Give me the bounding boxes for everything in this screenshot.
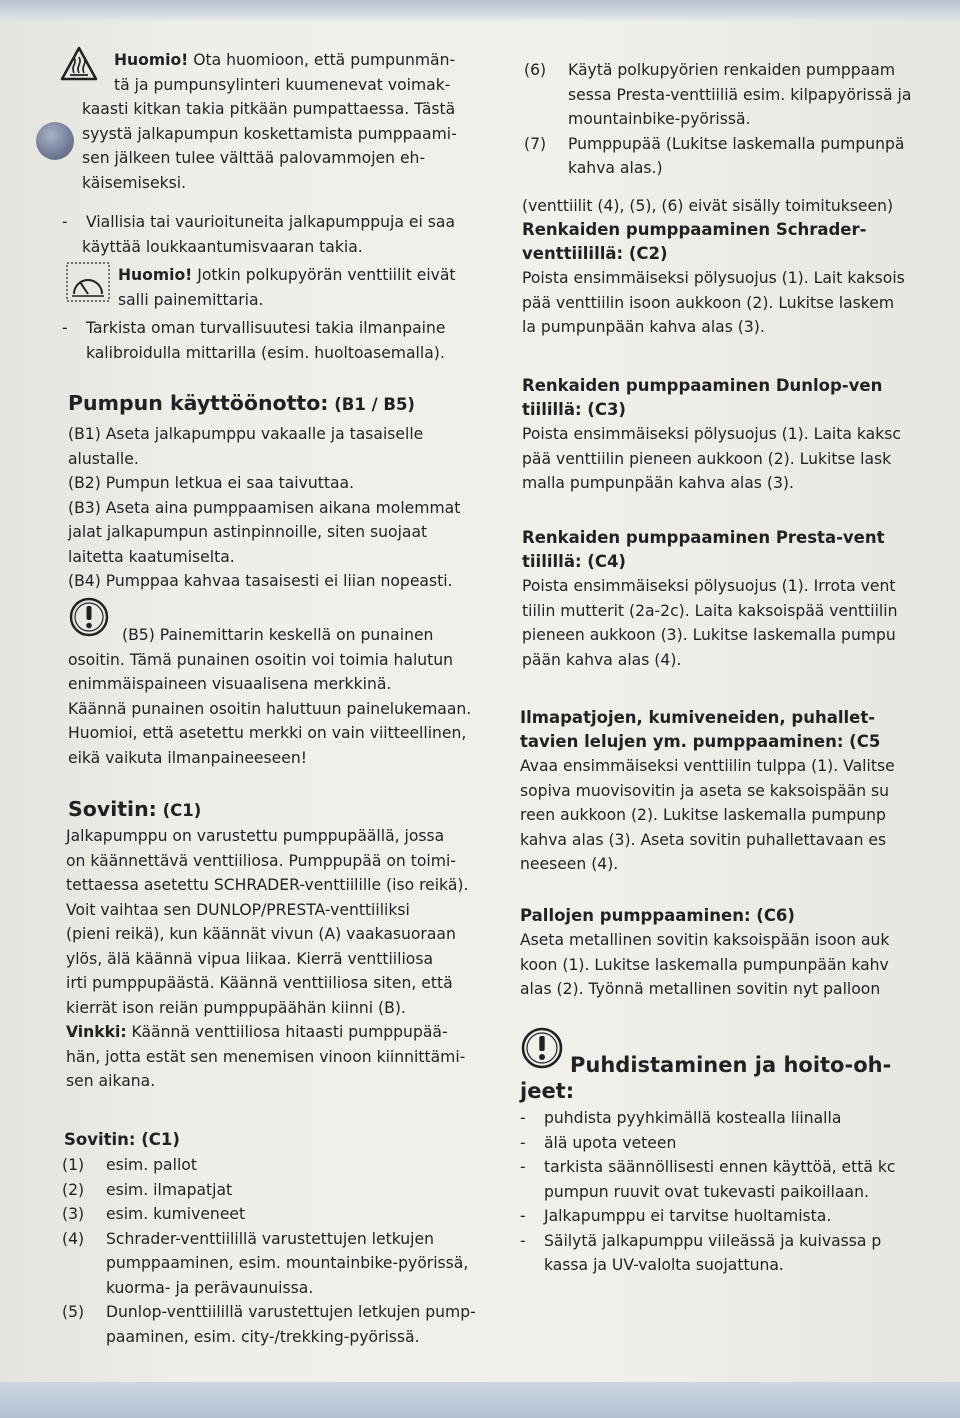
paragraph-text: neeseen (4). [520, 855, 619, 873]
warning-block-valve [62, 263, 456, 312]
b5-text: enimmäispaineen visuaalisena merkkinä. [68, 675, 392, 693]
paragraph-text: pää venttiilin isoon aukkoon (2). Lukitse laskem [522, 293, 895, 312]
section-heading-text: Pumpun käyttöönotto: [68, 391, 329, 415]
paragraph-text: pää venttiilin pieneen aukkoon (2). Lukitse lask [522, 449, 892, 468]
list-item-text: Dunlop-venttiilillä varustettujen letkujen pump- [106, 1303, 476, 1321]
setup-text: (B3) Aseta aina pumppaamisen aikana molemmat [68, 498, 461, 517]
warning-text: kaasti kitkan takia pitkään pumpattaessa. Tästä [82, 100, 456, 118]
care-item: - älä upota veteen [520, 1131, 896, 1156]
list-item-text: Pumppupää (Lukitse laskemalla pumpunpä [568, 134, 905, 153]
paragraph-text: kahva alas (3). Aseta sovitin puhallettavaan es [520, 830, 887, 849]
list-item-text: esim. pallot [106, 1156, 197, 1174]
section-heading-text: Renkaiden pumppaaminen Schrader- [522, 220, 867, 239]
valve-note [522, 194, 893, 219]
section-heading-text: Ilmapatjojen, kumiveneiden, puhallet- [520, 708, 876, 727]
section-heading-text: Sovitin: [68, 797, 157, 821]
care-item: - Säilytä jalkapumppu viileässä ja kuivassa p kassa ja UV-valolta suojattuna. [520, 1229, 896, 1278]
setup-paragraph [68, 422, 460, 594]
warning-text: syystä jalkapumpun koskettamista pumppaami- [82, 124, 457, 143]
list-item [62, 1227, 476, 1301]
paragraph-text: tiilin mutterit (2a-2c). Laita kaksoispää venttiilin [522, 601, 898, 620]
warning-label: Huomio! [114, 51, 189, 69]
section-heading-text: tiilillä: (C4) [522, 552, 626, 571]
paragraph-text: Poista ensimmäiseksi pölysuojus (1). Laita kaksc [522, 425, 901, 443]
setup-text: (B2) Pumpun letkua ei saa taivuttaa. [68, 474, 355, 492]
list-item-text: mountainbike-pyörissä. [568, 110, 751, 128]
b5-text: Huomioi, että asetettu merkki on vain viitteellinen, [68, 724, 467, 742]
section-heading-suffix: (C1) [156, 801, 202, 820]
tip-text: sen aikana. [66, 1072, 156, 1090]
paragraph-text: pään kahva alas (4). [522, 650, 682, 669]
section-inflatables [520, 706, 895, 877]
list-number: (3) [62, 1205, 85, 1223]
warning-text: Jotkin polkupyörän venttiilit eivät [192, 266, 456, 284]
dash-item-text: käyttää loukkaantumisvaaran takia. [82, 237, 363, 256]
warning-block-hot [62, 48, 457, 195]
warning-text: sen jälkeen tulee välttää palovammojen eh- [82, 149, 426, 167]
warning-text: salli painemittaria. [118, 290, 264, 309]
paragraph-text: pieneen aukkoon (3). Lukitse laskemalla pumpu [522, 626, 896, 644]
section-heading-text: Pallojen pumppaaminen: (C6) [520, 906, 795, 925]
list-item-text: Schrader-venttiilillä varustettujen letkujen [106, 1229, 434, 1248]
dash-item-text: Tarkista oman turvallisuutesi takia ilmanpaine [86, 319, 446, 337]
paragraph-text: sopiva muovisovitin ja aseta se kaksoispään su [520, 781, 890, 800]
adapter-text: Voit vaihtaa sen DUNLOP/PRESTA-venttiiliksi [66, 900, 410, 919]
list-item [62, 1178, 476, 1203]
dash-item-text: kalibroidulla mittarilla (esim. huoltoasemalla). [86, 343, 445, 362]
setup-text: (B4) Pumppaa kahvaa tasaisesti ei liian nopeasti. [68, 572, 453, 590]
warning-text: käisemiseksi. [82, 173, 187, 192]
list-item-text: kahva alas.) [568, 159, 663, 177]
valve-note-text: (venttiilit (4), (5), (6) eivät sisälly toimitukseen) [522, 197, 894, 215]
section-heading-text: jeet: [520, 1079, 575, 1103]
paragraph-text: reen aukkoon (2). Lukitse laskemalla pumpunp [520, 806, 886, 824]
paragraph-text: la pumpunpään kahva alas (3). [522, 318, 765, 336]
setup-text: laitetta kaatumiselta. [68, 547, 235, 566]
section-heading-text: tiilillä: (C3) [522, 400, 626, 419]
section-heading-setup [68, 390, 415, 418]
paragraph-text: Avaa ensimmäiseksi venttiilin tulppa (1). Valitse [520, 757, 895, 775]
section-heading-text: tavien lelujen ym. pumppaaminen: (C5 [520, 732, 881, 751]
care-item: - Jalkapumppu ei tarvitse huoltamista. [520, 1204, 896, 1229]
list-item-text: esim. ilmapatjat [106, 1180, 233, 1199]
section-balls [520, 904, 889, 1002]
care-item-text: puhdista pyyhkimällä kostealla liinalla [544, 1109, 842, 1127]
paragraph-text: Aseta metallinen sovitin kaksoispään isoon auk [520, 931, 890, 949]
list-number: (7) [524, 134, 547, 153]
section-heading-suffix: (B1 / B5) [328, 395, 415, 414]
adapter-paragraph [66, 824, 468, 1094]
section-presta [522, 526, 897, 672]
list-item [524, 132, 911, 181]
list-item-text: Käytä polkupyörien renkaiden pumppaam [568, 61, 896, 79]
paragraph-text: Poista ensimmäiseksi pölysuojus (1). Lait kaksois [522, 269, 905, 287]
list-item [62, 1202, 476, 1227]
b5-paragraph [68, 623, 471, 770]
list-item-text: esim. kumiveneet [106, 1205, 246, 1223]
tip-text: Käännä venttiiliosa hitaasti pumppupää- [126, 1023, 448, 1041]
adapter-text: irti pumppupäästä. Käännä venttiiliosa siten, että [66, 974, 453, 992]
b5-text: osoitin. Tämä punainen osoitin voi toimia halutun [68, 650, 454, 669]
right-column [518, 0, 960, 1418]
section-schrader [522, 218, 905, 340]
care-item: - tarkista säännöllisesti ennen käyttöä, että kc pumpun ruuvit ovat tukevasti paikoillaan. [520, 1155, 896, 1204]
warning-text: tä ja pumpunsylinteri kuumenevat voimak- [114, 75, 451, 94]
dash-item-text: Viallisia tai vaurioituneita jalkapumppuja ei saa [86, 213, 456, 231]
care-item-text: Jalkapumppu ei tarvitse huoltamista. [544, 1207, 832, 1225]
list-number: (1) [62, 1156, 85, 1174]
paragraph-text: malla pumpunpään kahva alas (3). [522, 474, 794, 492]
warning-label: Huomio! [118, 266, 193, 284]
list-number: (6) [524, 61, 547, 79]
tip-text: hän, jotta estät sen menemisen vinoon kiinnittämi- [66, 1047, 466, 1066]
list-item [524, 58, 911, 132]
b5-text: eikä vaikuta ilmanpaineeseen! [68, 748, 307, 767]
tip-label: Vinkki: [66, 1023, 127, 1041]
list-item-text: paaminen, esim. city-/trekking-pyörissä. [106, 1327, 420, 1346]
dash-item: - Tarkista oman turvallisuutesi takia ilmanpaine kalibroidulla mittarilla (esim. huoltoasemalla). [62, 316, 445, 365]
care-item: - puhdista pyyhkimällä kostealla liinalla [520, 1106, 896, 1131]
adapter-text: (pieni reikä), kun käännät vivun (A) vaakasuoraan [66, 925, 456, 943]
section-heading-text: Renkaiden pumppaaminen Presta-vent [522, 528, 885, 547]
care-item-text: älä upota veteen [544, 1133, 677, 1152]
section-care [520, 1052, 896, 1278]
care-item-text: tarkista säännöllisesti ennen käyttöä, että kc [544, 1158, 896, 1176]
warning-text: Ota huomioon, että pumpunmän- [188, 51, 456, 69]
paragraph-text: koon (1). Lukitse laskemalla pumpunpään kahv [520, 955, 889, 974]
section-heading-text: venttiilillä: (C2) [522, 244, 668, 263]
valve-list [524, 58, 911, 181]
list-item-text: pumppaaminen, esim. mountainbike-pyörissä, [106, 1254, 469, 1272]
adapter-text: Jalkapumppu on varustettu pumppupäällä, jossa [66, 827, 445, 845]
list-number: (5) [62, 1303, 85, 1321]
section-heading-text: Puhdistaminen ja hoito-oh- [570, 1053, 892, 1077]
adapter-text: kierrät ison reiän pumppupäähän kiinni (B). [66, 998, 406, 1017]
b5-text: (B5) Painemittarin keskellä on punainen [122, 626, 434, 644]
paragraph-text: alas (2). Työnnä metallinen sovitin nyt palloon [520, 980, 881, 998]
adapter-text: on käännettävä venttiiliosa. Pumppupää on toimi- [66, 851, 456, 870]
setup-text: jalat jalkapumpun astinpinnoille, siten suojaat [68, 523, 428, 541]
adapter-text: tettaessa asetettu SCHRADER-venttiilille (iso reikä). [66, 876, 469, 894]
adapter-text: ylös, älä käännä vipua liikaa. Kierrä venttiiliosa [66, 949, 434, 968]
setup-text: alustalle. [68, 449, 139, 468]
section-heading-text: Sovitin: (C1) [64, 1130, 180, 1149]
list-item-text: sessa Presta-venttiiliä esim. kilpapyörissä ja [568, 85, 912, 104]
section-heading-adapter [68, 796, 201, 824]
list-number: (4) [62, 1229, 85, 1248]
dash-item: - Viallisia tai vaurioituneita jalkapumppuja ei saa käyttää loukkaantumisvaaran takia. [62, 210, 455, 259]
section-dunlop [522, 374, 901, 496]
paragraph-text: Poista ensimmäiseksi pölysuojus (1). Irrota vent [522, 577, 896, 595]
list-item [62, 1153, 476, 1178]
care-item-text: kassa ja UV-valolta suojattuna. [544, 1256, 784, 1274]
b5-text: Käännä punainen osoitin haluttuun painelukemaan. [68, 699, 472, 718]
list-number: (2) [62, 1180, 85, 1199]
adapter-list [62, 1153, 476, 1349]
section-heading-text: Renkaiden pumppaaminen Dunlop-ven [522, 376, 883, 395]
list-item-text: kuorma- ja perävaunuissa. [106, 1278, 314, 1297]
care-item-text: pumpun ruuvit ovat tukevasti paikoillaan. [544, 1182, 869, 1201]
list-item [62, 1300, 476, 1349]
care-item-text: Säilytä jalkapumppu viileässä ja kuivassa p [544, 1231, 882, 1250]
setup-text: (B1) Aseta jalkapumppu vakaalle ja tasaiselle [68, 425, 424, 443]
section-heading-adapter-list [64, 1128, 180, 1152]
